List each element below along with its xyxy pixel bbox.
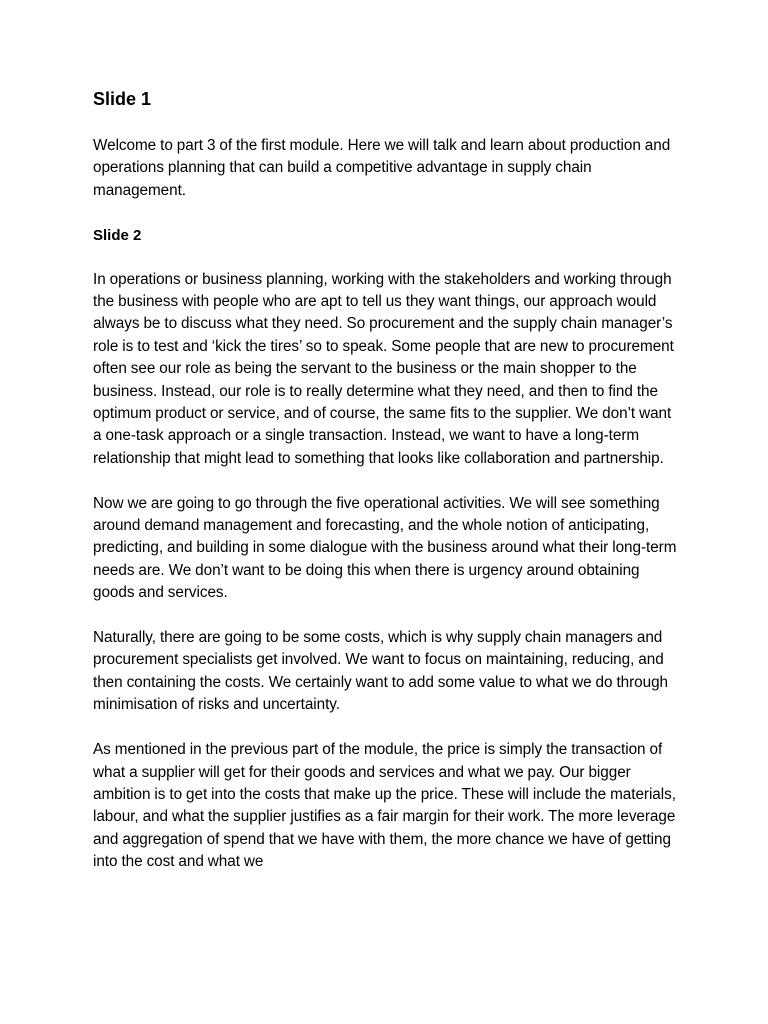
document-page (93, 86, 683, 896)
slide-2-paragraph-4: As mentioned in the previous part of the module, the price is simply the transaction of what a supplier will get for their goods and services and what we pay. Our bigger ambition is to get into the costs that make up the price. These will include the materials, labour, and what the supplier justifies as a fair margin for their work. The more leverage and aggregation of spend that we have with them, the more chance we have of getting into the cost and what we (93, 741, 676, 871)
slide-2-heading: Slide 2 (93, 226, 142, 244)
slide-1-paragraph: Welcome to part 3 of the first module. Here we will talk and learn about production and operations planning that can build a competitive advantage in supply chain management. (93, 137, 671, 199)
slide-2-paragraph-1: In operations or business planning, working with the stakeholders and working through the business with people who are apt to tell us they want things, our approach would always be to discuss what they need. So procurement and the supply chain manager’s role is to test and ‘kick the tires’ so to speak. Some people that are new to procurement often see our role as being the servant to the business or the main shopper to the business. Instead, our role is to really determine what they need, and then to find the optimum product or service, and of course, the same fits to the supplier. We don’t want a one-task approach or a single transaction. Instead, we want to have a long-term relationship that might lead to something that looks like collaboration and partnership. (93, 270, 674, 467)
slide-2-paragraph-3: Naturally, there are going to be some costs, which is why supply chain managers and procurement specialists get involved. We want to focus on maintaining, reducing, and then containing the costs. We certainly want to add some value to what we do through minimisation of risks and uncertainty. (93, 629, 668, 714)
slide-1-heading: Slide 1 (93, 89, 152, 109)
slide-2-paragraph-2: Now we are going to go through the five operational activities. We will see something around demand management and forecasting, and the whole notion of anticipating, predicting, and building in some dialogue with the business around what their long-term needs are. We don’t want to be doing this when there is urgency around obtaining goods and services. (93, 494, 677, 602)
